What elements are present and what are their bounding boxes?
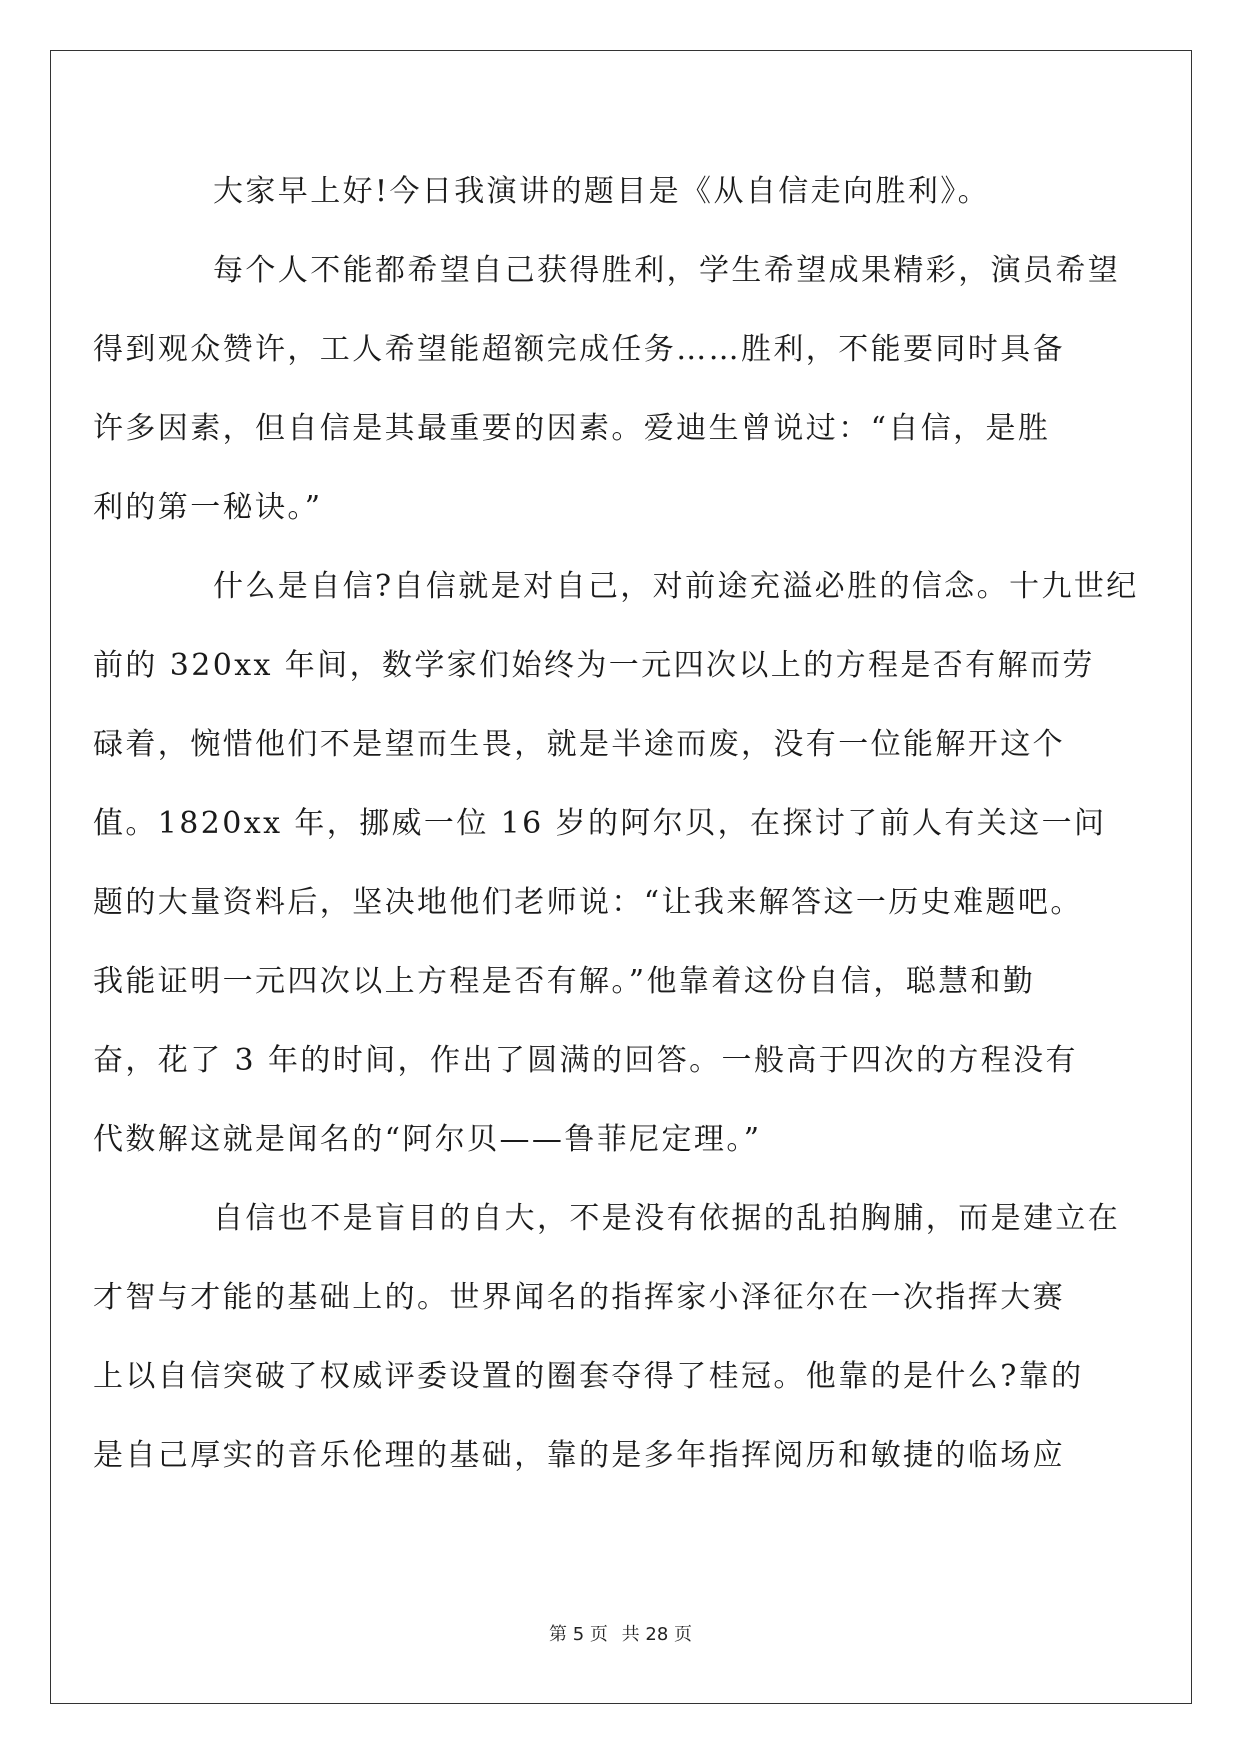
text-line: 许多因素，但自信是其最重要的因素。爱迪生曾说过：“自信，是胜 bbox=[93, 411, 1051, 446]
page-footer bbox=[0, 1620, 1241, 1646]
paragraph-2 bbox=[93, 231, 1121, 547]
text-line: 利的第一秘诀。” bbox=[93, 490, 323, 525]
text-line: 得到观众赞许，工人希望能超额完成任务……胜利，不能要同时具备 bbox=[93, 332, 1065, 367]
text-line: 大家早上好!今日我演讲的题目是《从自信走向胜利》。 bbox=[213, 174, 991, 209]
page-number: 第 5 页 bbox=[549, 1624, 608, 1645]
text-line: 题的大量资料后，坚决地他们老师说：“让我来解答这一历史难题吧。 bbox=[93, 885, 1083, 920]
paragraph-3 bbox=[93, 547, 1139, 1179]
text-line: 什么是自信?自信就是对自己，对前途充溢必胜的信念。十九世纪 bbox=[213, 569, 1139, 604]
text-line: 代数解这就是闻名的“阿尔贝——鲁菲尼定理。” bbox=[93, 1122, 762, 1157]
text-line: 自信也不是盲目的自大，不是没有依据的乱拍胸脯，而是建立在 bbox=[213, 1201, 1121, 1236]
text-line: 值。1820xx 年，挪威一位 16 岁的阿尔贝，在探讨了前人有关这一问 bbox=[93, 806, 1107, 841]
total-pages: 共 28 页 bbox=[621, 1624, 692, 1645]
text-line: 碌着，惋惜他们不是望而生畏，就是半途而废，没有一位能解开这个 bbox=[93, 727, 1065, 762]
text-line: 我能证明一元四次以上方程是否有解。”他靠着这份自信，聪慧和勤 bbox=[93, 964, 1036, 999]
paragraph-4 bbox=[93, 1179, 1121, 1495]
text-line: 每个人不能都希望自己获得胜利，学生希望成果精彩，演员希望 bbox=[213, 253, 1121, 288]
text-line: 前的 320xx 年间，数学家们始终为一元四次以上的方程是否有解而劳 bbox=[93, 648, 1095, 683]
text-line: 是自己厚实的音乐伦理的基础，靠的是多年指挥阅历和敏捷的临场应 bbox=[93, 1438, 1065, 1473]
text-line: 奋，花了 3 年的时间，作出了圆满的回答。一般高于四次的方程没有 bbox=[93, 1043, 1078, 1078]
paragraph-1 bbox=[153, 152, 1093, 231]
document-body bbox=[93, 152, 1139, 1495]
text-line: 才智与才能的基础上的。世界闻名的指挥家小泽征尔在一次指挥大赛 bbox=[93, 1280, 1065, 1315]
text-line: 上以自信突破了权威评委设置的圈套夺得了桂冠。他靠的是什么?靠的 bbox=[93, 1359, 1084, 1394]
